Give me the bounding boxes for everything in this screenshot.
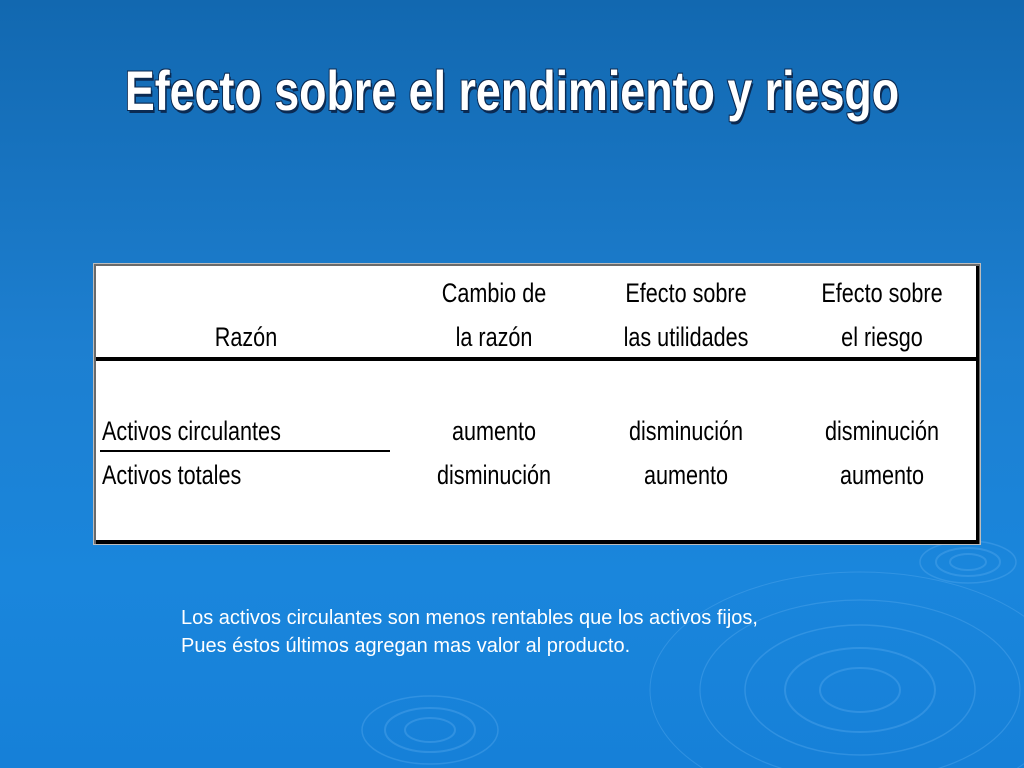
note-line-2: Pues éstos últimos agregan mas valor al producto.: [181, 635, 631, 657]
row-ratio-current-assets: Activos circulantes: [102, 416, 281, 446]
header-risk-effect-line1: Efecto sobre: [821, 278, 943, 308]
header-profit-effect-line1: Efecto sobre: [625, 278, 747, 308]
table-bottom-border: [96, 540, 978, 544]
header-divider: [96, 357, 978, 361]
header-profit-effect-line2: las utilidades: [623, 322, 749, 352]
note-line-1: Los activos circulantes son menos rentables que los activos fijos,: [181, 607, 758, 629]
fraction-bar: [100, 450, 390, 452]
table-right-border: [976, 266, 979, 544]
row-ratio-total-assets: Activos totales: [102, 460, 242, 490]
header-ratio: Razón: [214, 322, 278, 352]
slide-title: Efecto sobre el rendimiento y riesgo: [124, 59, 900, 122]
row-change-current-assets: aumento: [451, 416, 537, 446]
ratio-effects-table: [94, 264, 980, 544]
row-change-total-assets: disminución: [436, 460, 552, 490]
header-risk-effect-line2: el riesgo: [841, 322, 923, 352]
row-profit-effect-total-assets: aumento: [643, 460, 729, 490]
row-risk-effect-current-assets: disminución: [824, 416, 940, 446]
explanatory-note: [181, 604, 961, 660]
header-change-line2: la razón: [455, 322, 533, 352]
row-profit-effect-current-assets: disminución: [628, 416, 744, 446]
row-risk-effect-total-assets: aumento: [839, 460, 925, 490]
header-change-line1: Cambio de: [441, 278, 547, 308]
